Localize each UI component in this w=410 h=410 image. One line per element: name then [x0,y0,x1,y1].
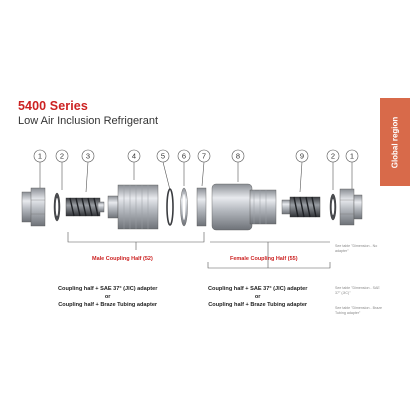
part-2-left-seal [54,193,60,221]
callout-1-right-number: 1 [349,151,355,161]
callout-7 [198,150,210,186]
callout-2-left-number: 2 [59,151,65,161]
callout-2-right [327,150,339,190]
female-option-jic: Coupling half + SAE 37° (JIC) adapter [208,286,308,292]
note-braze-adapter: See table "Dimension - Braze Tubing adapter" [335,306,383,315]
global-region-tab-label: Global region [390,116,400,168]
callout-1-left [34,150,46,190]
part-8-female-body [212,184,276,230]
series-title: 5400 Series [18,99,88,113]
part-6-backup-ring [181,188,188,226]
male-option-or: or [104,294,111,300]
male-option-jic: Coupling half + SAE 37° (JIC) adapter [58,286,158,292]
callout-2-left [56,150,68,190]
part-4-male-body [108,185,158,229]
callout-6 [178,150,190,186]
series-subtitle: Low Air Inclusion Refrigerant [18,115,159,127]
callout-3 [82,150,94,192]
callout-9 [296,150,308,192]
callout-1-right [346,150,358,190]
male-option-braze: Coupling half + Braze Tubing adapter [58,302,158,308]
part-1-right-nut [340,189,362,225]
female-half-bracket [208,242,330,268]
note-jic-adapter: See table "Dimension - SAE 37° (JIC)" [335,286,380,295]
part-9-right-spring-valve [282,197,320,217]
female-half-options [208,285,307,309]
callout-4-number: 4 [131,151,137,161]
male-half-bracket [68,232,204,250]
female-option-or: or [254,294,261,300]
part-5-o-ring [167,189,173,225]
callout-5-number: 5 [160,151,166,161]
callout-8-number: 8 [235,151,241,161]
callout-1-left-number: 1 [37,151,43,161]
male-half-label: Male Coupling Half (52) [92,256,153,262]
female-option-braze: Coupling half + Braze Tubing adapter [208,302,308,308]
callout-markers [34,150,358,192]
part-2-right-seal [330,194,336,220]
callout-3-number: 3 [85,151,91,161]
callout-2-right-number: 2 [330,151,336,161]
note-no-adapter: See table "Dimension - No adapter" [335,244,378,253]
part-1-left-nut [22,188,45,226]
callout-7-number: 7 [201,151,207,161]
callout-8 [232,150,244,182]
callout-6-number: 6 [181,151,187,161]
female-half-label: Female Coupling Half (55) [230,256,298,262]
part-3-left-spring-valve [66,198,104,216]
callout-9-number: 9 [299,151,305,161]
part-7-washer [197,188,206,226]
callout-5 [157,150,170,190]
male-half-options [58,285,157,309]
callout-4 [128,150,140,180]
